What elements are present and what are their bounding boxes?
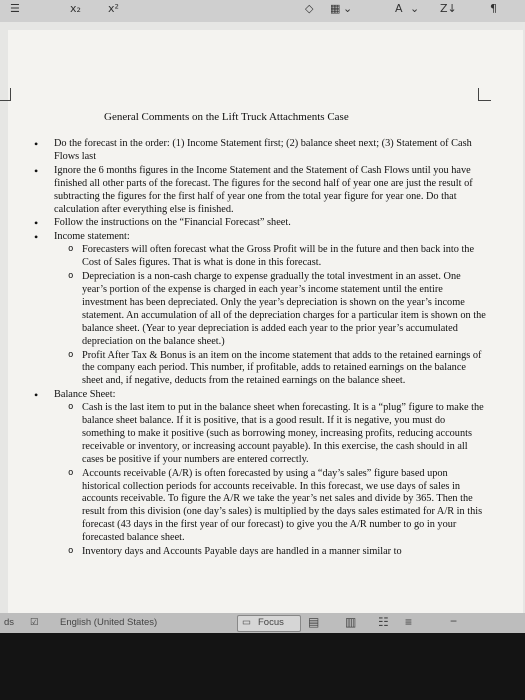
- status-bar: [0, 613, 525, 633]
- borders-icon[interactable]: ▦: [330, 2, 341, 15]
- font-size-icon[interactable]: A: [395, 2, 403, 15]
- focus-icon: ▭: [242, 617, 251, 628]
- bullet-list-icon[interactable]: ☰: [10, 2, 20, 15]
- ribbon-toolbar: [0, 0, 525, 23]
- chevron-down-icon[interactable]: ⌄: [410, 2, 420, 15]
- web-layout-icon[interactable]: ☷: [378, 615, 389, 629]
- subscript-icon[interactable]: x₂: [70, 2, 81, 15]
- crop-mark-right: [478, 88, 491, 101]
- list-item: • Follow the instructions on the “Financial Forecast” sheet.: [36, 217, 486, 230]
- chevron-down-icon[interactable]: ⌄: [343, 2, 353, 15]
- language-label[interactable]: English (United States): [60, 617, 158, 628]
- sub-list-item: o Inventory days and Accounts Payable days are handled in a manner similar to: [66, 546, 486, 559]
- document-title[interactable]: General Comments on the Lift Truck Attachments Case: [104, 111, 349, 123]
- sort-icon[interactable]: Z↓: [440, 2, 457, 15]
- focus-button[interactable]: [237, 615, 301, 632]
- paragraph-mark-icon[interactable]: ¶: [490, 2, 497, 15]
- outline-view-icon[interactable]: ≡: [405, 615, 413, 629]
- focus-label: Focus: [258, 617, 284, 628]
- sub-list: [54, 244, 486, 388]
- zoom-out-icon[interactable]: −: [450, 614, 458, 628]
- sub-list-item: o Depreciation is a non-cash charge to expense gradually the total investment in an asset. One year’s portion of the expense is charged in each year’s income statement until the entire investment has been depreciated. Only the year’s depreciation is shown on the year’s income statement. An accumulation of all of the depreciation charges for a particular item is shown on the balance sheet. (Year to year depreciation is added each year to the prior year’s accumulated depreciation on the balance sheet.): [66, 271, 486, 348]
- list-item: • Income statement: o Forecasters will often forecast what the Gross Profit will be in the future and then back into the Cost of Sales figures. That is what is done in this forecast. o Depreciation is a non-cash charge to expense gradually the total investment in an asset. One year’s portion of the expense is charged in each year’s income statement until the entire investment has been depreciated. Only the year’s depreciation is shown on the year’s income statement. An accumulation of all of the depreciation charges for a particular item is shown on the balance sheet. (Year to year depreciation is added each year to the prior year’s accumulated depreciation on the balance sheet.) o Profit After Tax & Bonus is an item on the income statement that adds to the retained earnings of the company each period. This number, if profitable, adds to retained earnings on the balance sheet and, if negative, deducts from the retained earnings on the balance sheet.: [36, 231, 486, 388]
- read-mode-icon[interactable]: ▤: [308, 615, 320, 629]
- sub-list: [54, 402, 486, 559]
- document-body[interactable]: [36, 138, 486, 560]
- sub-list-item: o Profit After Tax & Bonus is an item on the income statement that adds to the retained earnings of the company each period. This number, if profitable, adds to retained earnings on the balance sheet and, if negative, deducts from the retained earnings on the balance sheet.: [66, 350, 486, 389]
- list-item: • Do the forecast in the order: (1) Income Statement first; (2) balance sheet next; (3) Statement of Cash Flows last: [36, 138, 486, 164]
- list-item: • Ignore the 6 months figures in the Income Statement and the Statement of Cash Flows until you have finished all other parts of the forecast. The figures for the second half of year one are just the result of subtracting the figures for the first half of year one from the total year figure for year one. Do that calculation after everything else is finished.: [36, 165, 486, 217]
- bullet-list: [36, 138, 486, 559]
- crop-mark-left: [0, 88, 11, 101]
- shading-icon[interactable]: ◇: [305, 2, 314, 15]
- sub-list-item: o Accounts receivable (A/R) is often forecasted by using a “day’s sales” figure based upon historical collection periods for accounts receivable. In this forecast, we use days of sales in accounts receivable. To figure the A/R we take the year’s net sales and divide by 365. Then the result from this division (one day’s sales) is multiplied by the days sales estimated for A/R in this forecast (43 days in the first year of our forecast) to give you the A/R number to go in your forecasted balance sheet.: [66, 468, 486, 545]
- sub-list-item: o Cash is the last item to put in the balance sheet when forecasting. It is a “plug” figure to make the balance sheet balance. If it is positive, that is a good result. If it is negative, you must do something to make it positive (such as borrowing money, increasing profits, reducing accounts receivable or inventory, or increasing account payable). In this exercise, the cash should in all cases be positive if your numbers are entered correctly.: [66, 402, 486, 467]
- proofing-icon[interactable]: ☑: [30, 617, 39, 628]
- print-layout-icon[interactable]: ▥: [345, 615, 357, 629]
- desk-background: [0, 633, 525, 700]
- superscript-icon[interactable]: x²: [108, 2, 119, 15]
- list-item: • Balance Sheet: o Cash is the last item to put in the balance sheet when forecasting. It is a “plug” figure to make the balance sheet balance. If it is positive, that is a good result. If it is negative, you must do something to make it positive (such as borrowing money, increasing profits, reducing accounts receivable or inventory, or increasing account payable). In this exercise, the cash should in all cases be positive if your numbers are entered correctly. o Accounts receivable (A/R) is often forecasted by using a “day’s sales” figure based upon historical collection periods for accounts receivable. In this forecast, we use days of sales in accounts receivable. To figure the A/R we take the year’s net sales and divide by 365. Then the result from this division (one day’s sales) is multiplied by the days sales estimated for A/R in this forecast (43 days in the first year of our forecast) to give you the A/R number to go in your forecasted balance sheet. o Inventory days and Accounts Payable days are handled in a manner similar to: [36, 389, 486, 559]
- word-count-label[interactable]: ds: [4, 617, 15, 628]
- sub-list-item: o Forecasters will often forecast what the Gross Profit will be in the future and then back into the Cost of Sales figures. That is what is done in this forecast.: [66, 244, 486, 270]
